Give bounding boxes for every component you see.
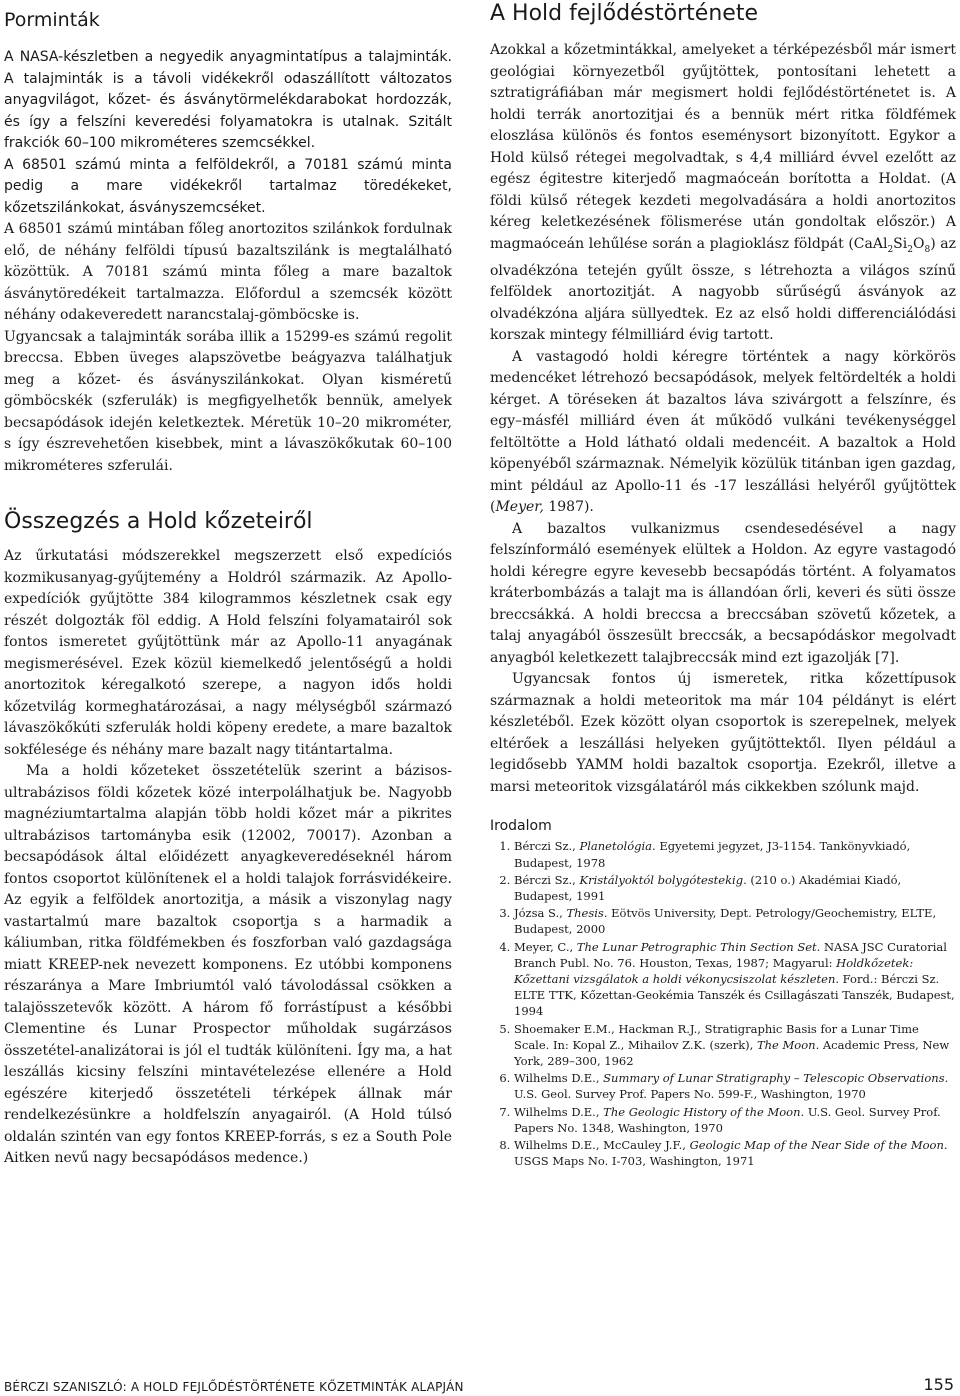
ref-text: . Academic Press, New York, 289–300, 1962 bbox=[514, 1037, 950, 1068]
ref-text: . Eötvös University, Dept. Petrology/Geochemistry, ELTE, Budapest, 2000 bbox=[514, 906, 937, 937]
text-run: Azokkal a kőzetmintákkal, amelyeket a térképezésből már ismert geológiai környezetből gyűjtöttek, pontosítani lehetett a sztratigráfiában már megismert holdi fejlődéstörténetet is. A holdi terrák anortozitjai és a bennük mért ritka földfémek eloszlása különös és fontos eseménysort bizonyított. Egykor a Hold külső rétegei megolvadtak, s 4,4 milliárd évvel ezelőtt az egész égitestre kiterjedő magmaóceán borította a Holdat. (A földi külső rétegek kezdeti megolvadására a holdi anortozitos kéreg keletkezésének fölismerése után gondoltak először.) A magmaóceán lehűlése során a plagioklász földpát (CaAl bbox=[490, 42, 956, 252]
ref-title: Thesis bbox=[566, 906, 604, 921]
paragraph: Ugyancsak a talajminták sorába illik a 15299-es számú regolit breccsa. Ebben üveges alapszövetbe beágyazva találhatjuk meg a kőzet- és ásványszilánkokat. Olyan kisméretű gömböcskék (szferulák) is megfigyelhetők bennük, amelyek becsapódások idején keletkeztek. Méretük 10–20 mikrométer, s így észrevehetően kisebbek, mint a lávaszökőkutak 60–100 mikrométeres szferulái. bbox=[4, 328, 452, 474]
paragraph bbox=[490, 40, 956, 347]
ref-text: Shoemaker E.M., Hackman R.J., Stratigraphic Basis for a Lunar Time Scale. In: Kopal Z., Mihailov Z.K. (szerk), bbox=[514, 1021, 919, 1052]
ref-text: Bérczi Sz., bbox=[514, 872, 580, 887]
ref-text: Wilhelms D.E., bbox=[514, 1104, 604, 1119]
left-column bbox=[4, 0, 452, 1170]
ref-title: The Lunar Petrographic Thin Section Set bbox=[576, 939, 817, 954]
reference-item bbox=[514, 1021, 956, 1070]
reference-item bbox=[514, 872, 956, 904]
section-heading-osszegzes: Összegzés a Hold kőzeteiről bbox=[4, 509, 313, 534]
ref-text: Wilhelms D.E., bbox=[514, 1071, 604, 1086]
references-heading: Irodalom bbox=[490, 818, 552, 835]
ref-title: Summary of Lunar Stratigraphy – Telescopic Observations bbox=[603, 1071, 945, 1086]
ref-text: . (210 o.) Akadémiai Kiadó, Budapest, 1991 bbox=[514, 872, 902, 903]
paragraph: Ugyancsak fontos új ismeretek, ritka kőzettípusok származnak a holdi meteoritok ma már 104 példányt is elért készletéből. Ezek között olyan csoportok is szerepelnek, melyek eltérőek a leszállási helyeken gyűjtöttektől. Ilyen például a legidősebb YAMM holdi bazaltok csoportja. Ezekről, illetve a marsi meteoritok vizsgálatáról más cikkekben szólunk majd. bbox=[490, 671, 956, 795]
references-list bbox=[490, 838, 956, 1169]
ref-text: . U.S. Geol. Survey Prof. Papers No. 1348, Washington, 1970 bbox=[514, 1104, 941, 1135]
subscript: 2 bbox=[887, 244, 894, 255]
text-run: A vastagodó holdi kéregre történtek a nagy körkörös medencéket létrehozó becsapódások, melyek feltördelték a holdi kérget. A töréseken át bazaltos láva szivárgott a felszínre, és egy–másfél milliárd éven át működő vulkáni tevékenységgel feltöltötte a Hold látható oldali medencéit. A bazaltok a Hold köpenyéből származnak. Némelyik közülük titánban igen gazdag, mint például az Apollo-11 és -17 leszállási helyéről gyűjtöttek ( bbox=[490, 348, 956, 516]
paragraph: A bazaltos vulkanizmus csendesedésével a nagy felszínformáló események elültek a Holdon. Az egyre vastagodó holdi kéregre egyre kevesebb becsapódás történt. A folyamatos kráterbombázás a talajt ma is állandóan őrli, keveri és süti össze breccsákká. A holdi breccsa a breccsában szövetű kőzetek, a talaj anyagából összesült breccsák, a becsapódáskor megolvadt anyagból keletkezett talajbreccsák mind ezt igazolják [7]. bbox=[490, 520, 956, 666]
reference-item bbox=[514, 1137, 956, 1169]
ref-title: Holdkőzetek: Kőzettani vizsgálatok a holdi vékonycsiszolat készleten bbox=[514, 955, 914, 986]
section-heading-fejlodestortenet: A Hold fejlődéstörténete bbox=[490, 1, 758, 26]
paragraph: A NASA-készletben a negyedik anyagmintatípus a talajminták. A talajminták is a távoli vidékekről odaszállított változatos anyagvilágot, kőzet- és ásványtörmelékdarabokat hordozzák, és így a felszíni keveredési folyamatokra is utalnak. Szitált frakciók 60–100 mikrométeres szemcsékkel. bbox=[4, 49, 452, 151]
reference-item bbox=[514, 905, 956, 937]
paragraph: Ma a holdi kőzeteket összetételük szerint a bázisos-ultrabázisos földi kőzetek közé interpolálhatjuk be. Nagyobb magnéziumtartalma alapján több holdi kőzet már a pikrites ultrabázisos tartományba esik (12002, 70017). Azonban a becsapódások által előidézett anyagkeveredéseknél három fontos csoportot különítenek el a holdi talajok forrásvidékeire. Az egyik a felföldek anortozitja, a másik a viszonylag nagy vastartalmú mare bazaltok csoportja s a harmadik a káliumban, ritka földfémekben és foszforban való gazdagsága miatt KREEP-nek nevezett komponens. Ez utóbbi komponens részaránya a Mare Imbriumtól való távolodással csökken a talajösszetevők között. A három fő forrástípust a későbbi Clementine és Lunar Prospector műholdak sugárzásos összetétel-analizátorai is jól el tudták különíteni. Így ma, a hat leszállás kicsiny felszíni mintavételezése ellenére a Hold egészére kiterjedő összetételi térképek állnak már rendelkezésünkre a holdfelszín anyagairól. (A Hold túlsó oldalán szintén van egy fontos KREEP-forrás, s ez a South Pole Aitken nevű nagy becsapódásos medence.) bbox=[4, 763, 452, 1166]
subscript: 8 bbox=[924, 244, 931, 255]
ref-text: Wilhelms D.E., McCauley J.F., bbox=[514, 1137, 690, 1152]
ref-title: The Moon bbox=[756, 1037, 816, 1052]
ref-text: Bérczi Sz., bbox=[514, 839, 580, 854]
ref-text: Józsa S., bbox=[514, 906, 567, 921]
ref-text: . USGS Maps No. I-703, Washington, 1971 bbox=[514, 1137, 948, 1169]
text-run: ) az olvadékzóna tetején gyűlt össze, s létrehozta a világos színű felföldek anortozitját. A nagyobb sűrűségű ásványok az olvadékzóna aljára süllyedtek. Ez az első holdi differenciálódási korszak mintegy félmilliárd évig tartott. bbox=[490, 235, 956, 344]
ref-text: Meyer, C., bbox=[514, 939, 577, 954]
ref-title: Kristályoktól bolygótestekig bbox=[579, 872, 744, 887]
paragraph: A 68501 számú minta a felföldekről, a 70181 számú minta pedig a mare vidékekről tartalmaz töredékeket, kőzetszilánkokat, ásványszemcséket. bbox=[4, 156, 452, 216]
text-run: Si bbox=[893, 235, 908, 252]
ref-text: . U.S. Geol. Survey Prof. Papers No. 599-F., Washington, 1970 bbox=[514, 1071, 949, 1102]
page-number: 155 bbox=[923, 1375, 954, 1394]
right-column bbox=[490, 0, 956, 1170]
reference-item bbox=[514, 1104, 956, 1136]
reference-item bbox=[514, 1070, 956, 1102]
section-heading-pormintak: Porminták bbox=[4, 9, 100, 31]
citation-author: Meyer, bbox=[495, 499, 544, 516]
paragraph bbox=[490, 347, 956, 519]
ref-text: . Egyetemi jegyzet, J3-1154. Tankönyvkiadó, Budapest, 1978 bbox=[514, 839, 911, 870]
ref-title: Geologic Map of the Near Side of the Moon bbox=[689, 1137, 944, 1152]
paragraph: Az űrkutatási módszerekkel megszerzett első expedíciós kozmikusanyag-gyűjtemény a Holdról származik. Az Apollo-expedíciók gyűjtötte 384 kilogrammos készletnek csak egy részét dolgozták föl eddig. A Hold felszíni folyamatairól sok fontos ismeretet gyűjtöttünk már az Apollo-11 anyagának megismerésével. Ezek közül kiemelkedő jelentőségű a holdi anortozitok kéregalkotó szerepe, a nagyon idős holdi kőzetvilág kormeghatározásai, a nagy mélységből származó lávaszökőkúti szferulák holdi köpeny eredete, a mare bazaltok sokfélesége és néhány mare bazalt nagy titántartalma. bbox=[4, 548, 452, 758]
text-run: 1987). bbox=[543, 499, 594, 516]
ref-text: . NASA JSC Curatorial Branch Publ. No. 76. Houston, Texas, 1987; Magyarul: bbox=[514, 939, 947, 970]
subscript: 2 bbox=[907, 244, 913, 255]
running-footer: BÉRCZI SZANISZLÓ: A HOLD FEJLŐDÉSTÖRTÉNETE KŐZETMINTÁK ALAPJÁN bbox=[4, 1380, 464, 1394]
paragraph: A 68501 számú mintában főleg anortozitos szilánkok fordulnak elő, de néhány felföldi típusú bazaltszilánk is megtalálható közöttük. A 70181 számú minta főleg a mare bazaltok ásványtöredékeit tartalmazza. Előfordul a szemcsék között néhány odakeveredett narancstalaj-gömböcske is. bbox=[4, 221, 452, 323]
text-run: O bbox=[912, 235, 925, 252]
ref-text: . Ford.: Bérczi Sz. ELTE TTK, Kőzettan-Geokémia Tanszék és Csillagászati Tanszék, Budapest, 1994 bbox=[514, 971, 955, 1019]
ref-title: Planetológia bbox=[579, 839, 653, 854]
reference-item bbox=[514, 939, 956, 1020]
ref-title: The Geologic History of the Moon bbox=[603, 1104, 801, 1119]
reference-item bbox=[514, 838, 956, 870]
